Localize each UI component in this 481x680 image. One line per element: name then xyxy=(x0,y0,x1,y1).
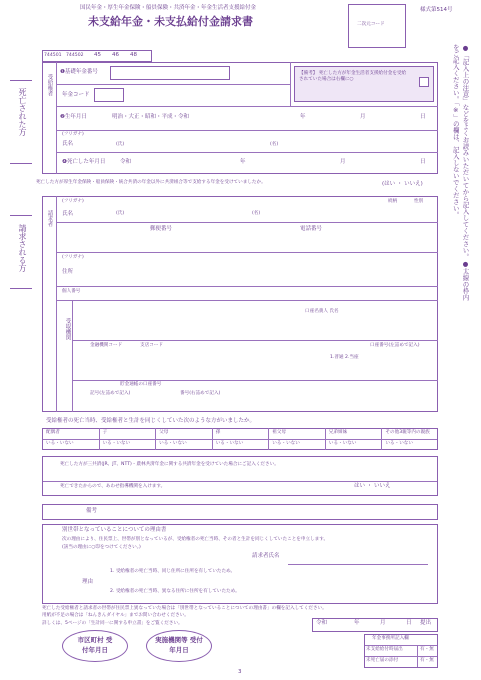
family-answer[interactable]: いる・いない xyxy=(46,441,74,446)
reason-title: 別世帯となっていることについての理由書 xyxy=(62,527,167,533)
basic-pension-input[interactable] xyxy=(110,66,230,80)
reason-body: 次の理由により、住民票上、世帯が別となっているが、受給権者の死亡当時、その者と生計を同じくしていたことを申立します。 xyxy=(62,537,329,542)
phone-label: 電話番号 xyxy=(300,226,323,232)
right-instructions: ●「記入上の注意」などをよくお読みいただいてから記入してください。●太線の枠内をご記入ください。「※」の欄は、記入しないでください。 xyxy=(451,44,470,301)
claimant-bracket xyxy=(10,215,32,289)
claimant-given: (名) xyxy=(252,211,261,216)
submit-day: 日 xyxy=(406,620,412,626)
family-answer[interactable]: いる・いない xyxy=(215,441,244,446)
code-3: 45 xyxy=(94,52,101,58)
family-header: 兄弟姉妹 xyxy=(328,430,348,435)
pension-code-label: 年金コード xyxy=(62,92,90,98)
claimant-side-label: 請求される方 xyxy=(18,224,27,272)
note-box xyxy=(294,66,434,102)
reason-note: (該当の理由に○印をつけてください。) xyxy=(62,545,141,550)
family-header: 配偶者 xyxy=(46,430,60,435)
account-number-label: 口座番号(左詰めで記入) xyxy=(370,343,420,348)
footer-note-1: 死亡した受給権者と請求者の世帯が住民票上異なっていた場合は「別世帯となっていることについての理由書」の欄を記入してください。 xyxy=(42,606,327,611)
postal-number-label: 番号(右詰めで記入) xyxy=(180,391,221,396)
death-day: 日 xyxy=(420,159,426,165)
form-number: 様式第514号 xyxy=(420,7,453,13)
address-furigana: (フリガナ) xyxy=(62,255,84,260)
death-era: 令和 xyxy=(120,159,132,165)
birth-eras: 明治・大正・昭和・平成・令和 xyxy=(112,114,190,120)
code-4: 46 xyxy=(112,52,119,58)
beneficiary-vertical: 受給権者 xyxy=(46,74,53,96)
birth-month: 月 xyxy=(360,114,366,120)
jr-question-sub: 死亡できたからので、あわせ指導機関を入けます。 xyxy=(60,484,166,489)
claimant-surname: (氏) xyxy=(116,211,125,216)
family-divider xyxy=(212,428,213,450)
family-answer[interactable]: いる・いない xyxy=(272,441,300,446)
deceased-furigana: (フリガナ) xyxy=(62,132,84,137)
sex-label: 性別 xyxy=(414,199,424,204)
deceased-bracket xyxy=(10,80,32,164)
deceased-name-label: 氏名 xyxy=(62,141,74,147)
office-row-2: 未死亡届の添付 xyxy=(366,658,399,663)
birth-day: 日 xyxy=(420,114,426,120)
question-other-pension: 死亡した方が厚生年金保険・船員保険・統合共済の年金以外に共済組合等で支給する年金を受けていましたか。 xyxy=(36,180,266,185)
family-header: その他3親等内の親族 xyxy=(385,430,430,435)
jr-question-answer[interactable]: はい ・ いいえ xyxy=(354,483,391,489)
note-checkbox[interactable] xyxy=(419,77,429,87)
office-row-1: 未支給給付時届出 xyxy=(366,647,403,652)
payee-vertical: 受取機関 xyxy=(64,318,71,340)
death-date-label: ❹死亡した年月日 xyxy=(62,159,106,165)
code-1: 744501 xyxy=(44,53,62,58)
death-month: 月 xyxy=(340,159,346,165)
bank-code-label: 金融機関コード xyxy=(90,343,123,348)
pension-code-input[interactable] xyxy=(94,88,124,102)
submit-label: 提出 xyxy=(420,620,432,626)
remarks-label: 備考 xyxy=(86,508,98,514)
family-divider xyxy=(325,428,326,450)
remarks-box xyxy=(42,504,438,520)
family-answer[interactable]: いる・いない xyxy=(328,441,357,446)
municipal-stamp-text: 市区町村 受付年月日 xyxy=(77,636,113,654)
jr-question: 死亡した方が三共済(JR、JT、NTT)・農林共済年金に関する共済年金を受けていた場合にご記入ください。 xyxy=(60,462,279,467)
family-header: 祖父母 xyxy=(272,430,287,435)
family-table xyxy=(42,428,438,450)
agency-stamp xyxy=(146,630,212,662)
office-row-1-value[interactable]: 有・無 xyxy=(420,647,434,652)
question-other-pension-answer[interactable]: (はい ・ いいえ) xyxy=(382,181,423,187)
code-2: 744502 xyxy=(66,53,84,58)
submit-month: 月 xyxy=(380,620,386,626)
municipal-stamp xyxy=(62,630,128,662)
branch-code-label: 支店コード xyxy=(140,343,163,348)
note-text: 【備考】 死亡した方が年金生活者支援給付金を受給されていた場合は右欄に○ xyxy=(299,71,407,83)
postal-bank-label: 貯金通帳の口座番号 xyxy=(120,382,162,387)
address-label: 住所 xyxy=(62,269,74,275)
deceased-side-label: 死亡された方 xyxy=(18,88,27,136)
barcode-box xyxy=(348,4,406,48)
family-header: 孫 xyxy=(215,430,221,435)
family-divider xyxy=(155,428,156,450)
account-holder-label: 口座名義人 氏名 xyxy=(305,309,339,314)
relation-label: 続柄 xyxy=(388,199,398,204)
birth-label: ❷生年月日 xyxy=(60,114,87,120)
deceased-given: (名) xyxy=(270,142,279,147)
family-header: 父母 xyxy=(159,430,169,435)
submit-year: 年 xyxy=(354,620,360,626)
footer-note-2: 用紙が不足の場合は「ねんきんダイヤル」までお問い合わせください。 xyxy=(42,613,189,618)
death-year: 年 xyxy=(240,159,246,165)
claimant-vertical: 請求者 xyxy=(46,210,53,227)
page-number: 3 xyxy=(238,669,242,675)
submit-era: 令和 xyxy=(316,620,328,626)
birth-year: 年 xyxy=(300,114,306,120)
postal-symbol-label: 記号(左詰めで記入) xyxy=(90,391,131,396)
office-label: 年金事務所記入欄 xyxy=(372,636,409,641)
account-type[interactable]: 1.普通 2.当座 xyxy=(330,355,359,360)
family-answer[interactable]: いる・いない xyxy=(385,441,413,446)
form-subtitle: 国民年金・厚生年金保険・船員保険・共済年金・年金生活者支援給付金 xyxy=(80,5,257,11)
deceased-surname: (氏) xyxy=(116,142,125,147)
family-question: 受給権者の死亡当時、受給権者と生計を同じくしていた次のような方がいましたか。 xyxy=(46,418,256,424)
basic-pension-label: ❶基礎年金番号 xyxy=(60,69,98,75)
signature-label: 請求者氏名 xyxy=(252,553,280,559)
office-row-2-value[interactable]: 有・無 xyxy=(420,658,434,663)
family-divider xyxy=(268,428,269,450)
reason-item-2[interactable]: 2. 受給権者の死亡当時、異なる住所に住所を有していたため。 xyxy=(110,589,240,594)
form-title: 未支給年金・未支払給付金請求書 xyxy=(88,15,253,28)
reason-label: 理由 xyxy=(82,579,94,585)
claimant-name-label: 氏名 xyxy=(62,211,74,217)
family-answer[interactable]: いる・いない xyxy=(102,441,131,446)
postal-code-label: 郵便番号 xyxy=(150,226,173,232)
footer-note-3: 詳しくは、5ページの「生計同一に関する申立書」をご覧ください。 xyxy=(42,621,183,626)
family-divider xyxy=(99,428,100,450)
barcode-label: 二次元コード xyxy=(357,22,385,27)
personal-number-label: 個人番号 xyxy=(62,289,81,294)
reason-item-1[interactable]: 1. 受給権者の死亡当時、同じ住所に住所を有していたため。 xyxy=(110,569,236,574)
family-header: 子 xyxy=(102,430,108,435)
agency-stamp-text: 実施機関等 受付年月日 xyxy=(155,636,203,654)
family-divider xyxy=(381,428,382,450)
claimant-furigana: (フリガナ) xyxy=(62,199,84,204)
code-5: 48 xyxy=(130,52,137,58)
family-answer[interactable]: いる・いない xyxy=(159,441,187,446)
